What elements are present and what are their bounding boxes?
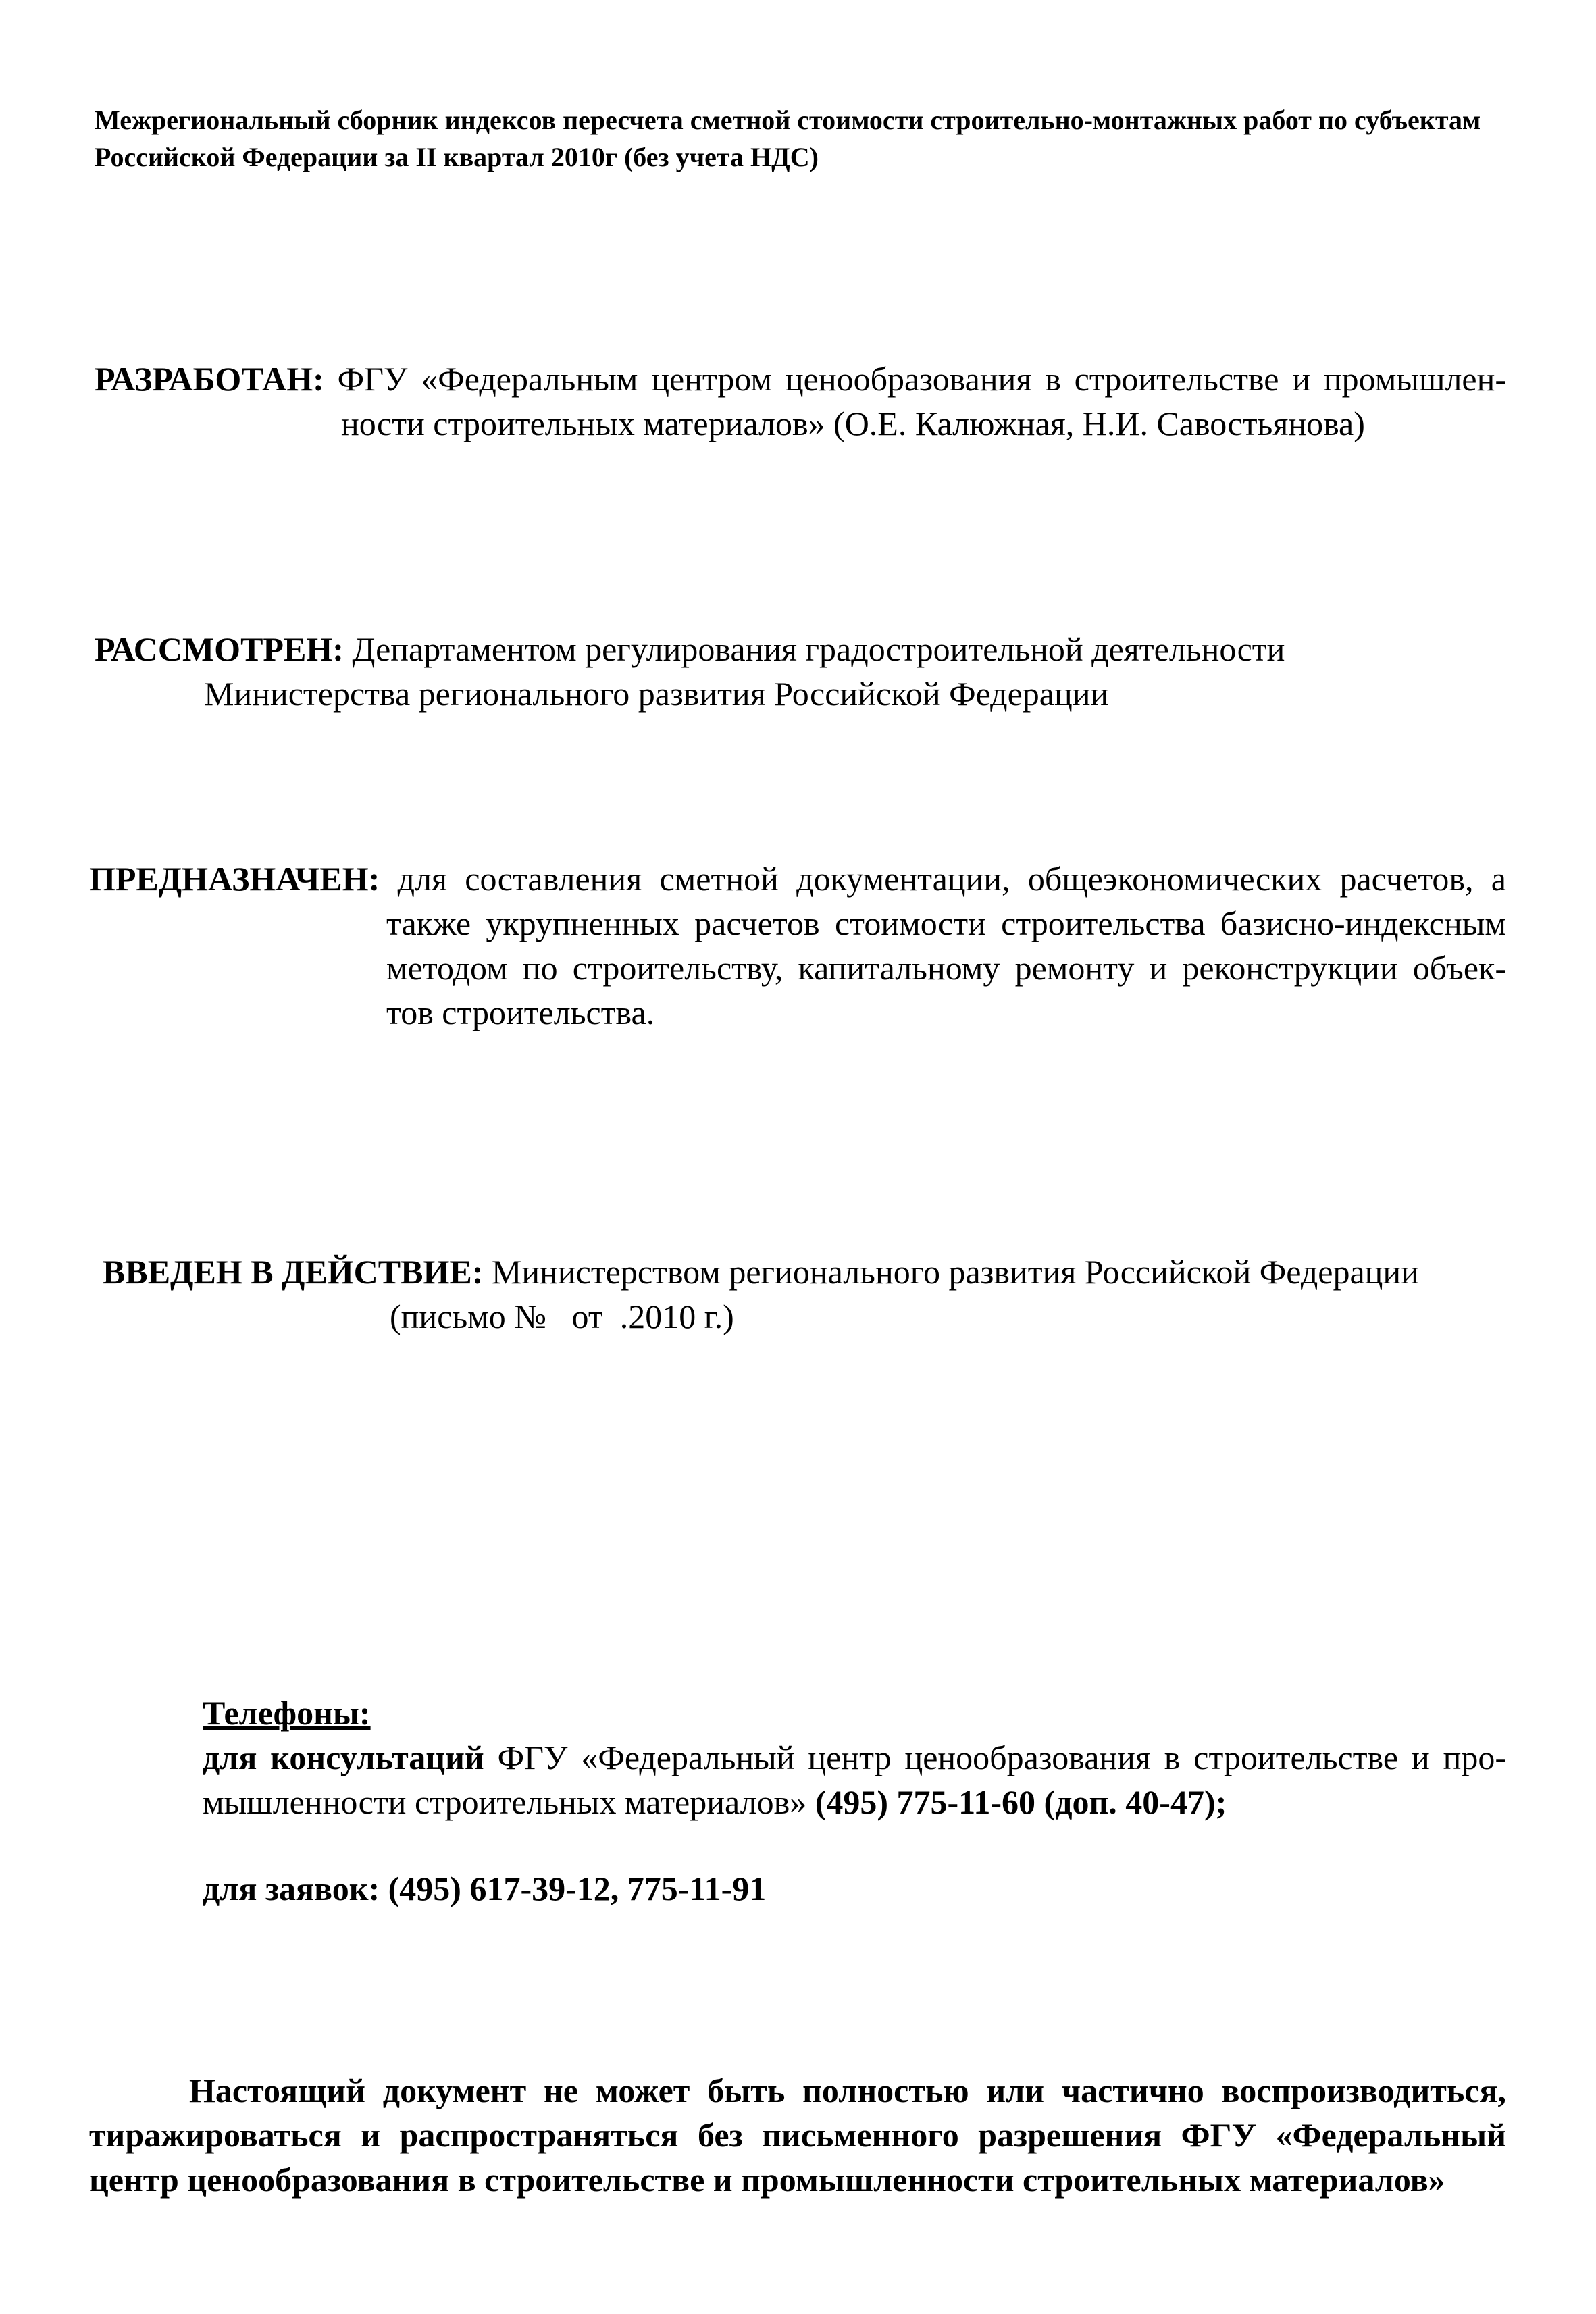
enacted-text-line-1: Министерством регионального развития Российской Федерации: [491, 1253, 1419, 1291]
header-line-2: Российской Федерации за II квартал 2010г (без учета НДС): [95, 142, 819, 172]
enacted-label: ВВЕДЕН В ДЕЙСТВИЕ:: [103, 1253, 484, 1291]
developed-text-line-1: ФГУ «Федеральным центром ценообразования в строительстве и промышлен-: [337, 360, 1506, 398]
consult-label: для консультаций: [203, 1739, 484, 1776]
intended-text-line-3: методом по строительству, капитальному ремонту и реконструкции объек-: [386, 949, 1506, 987]
document-header: [95, 101, 1506, 176]
reviewed-section: [95, 627, 1506, 716]
intended-text-line-2: также укрупненных расчетов стоимости строительства базисно-индексным: [386, 904, 1506, 942]
phones-section: [203, 1691, 1506, 1911]
notice-line-2: тиражироваться и распространяться без письменного разрешения ФГУ «Федеральный: [89, 2116, 1506, 2154]
reviewed-text-line-2: Министерства регионального развития Российской Федерации: [204, 675, 1109, 713]
orders-phone-line: для заявок: (495) 617-39-12, 775-11-91: [203, 1870, 767, 1907]
copyright-notice: [89, 2068, 1506, 2202]
enacted-section: [103, 1250, 1506, 1339]
consult-text-line-2: мышленности строительных материалов»: [203, 1783, 807, 1821]
phones-title: Телефоны:: [203, 1694, 371, 1732]
developed-section: [95, 357, 1506, 446]
header-line-1: Межрегиональный сборник индексов пересчета сметной стоимости строительно-монтажных работ по субъектам: [95, 105, 1481, 135]
intended-text-line-1: для составления сметной документации, общеэкономических расчетов, а: [397, 860, 1506, 898]
intended-label: ПРЕДНАЗНАЧЕН:: [89, 860, 380, 898]
intended-section: [89, 856, 1506, 1035]
enacted-text-line-2: (письмо № от .2010 г.): [390, 1297, 734, 1335]
reviewed-text-line-1: Департаментом регулирования градостроительной деятельности: [352, 630, 1285, 668]
consult-phone-numbers: (495) 775-11-60 (доп. 40-47);: [815, 1783, 1227, 1821]
developed-text-line-2: ности строительных материалов» (О.Е. Калюжная, Н.И. Савостьянова): [341, 405, 1365, 442]
notice-line-3: центр ценообразования в строительстве и промышленности строительных материалов»: [89, 2161, 1445, 2199]
phones-spacer: [203, 1824, 1506, 1866]
notice-line-1: Настоящий документ не может быть полностью или частично воспроизводиться,: [189, 2072, 1506, 2109]
consult-text-line-1: ФГУ «Федеральный центр ценообразования в строительстве и про-: [497, 1739, 1506, 1776]
reviewed-label: РАССМОТРЕН:: [95, 630, 344, 668]
intended-text-line-4: тов строительства.: [386, 994, 655, 1031]
developed-label: РАЗРАБОТАН:: [95, 360, 324, 398]
